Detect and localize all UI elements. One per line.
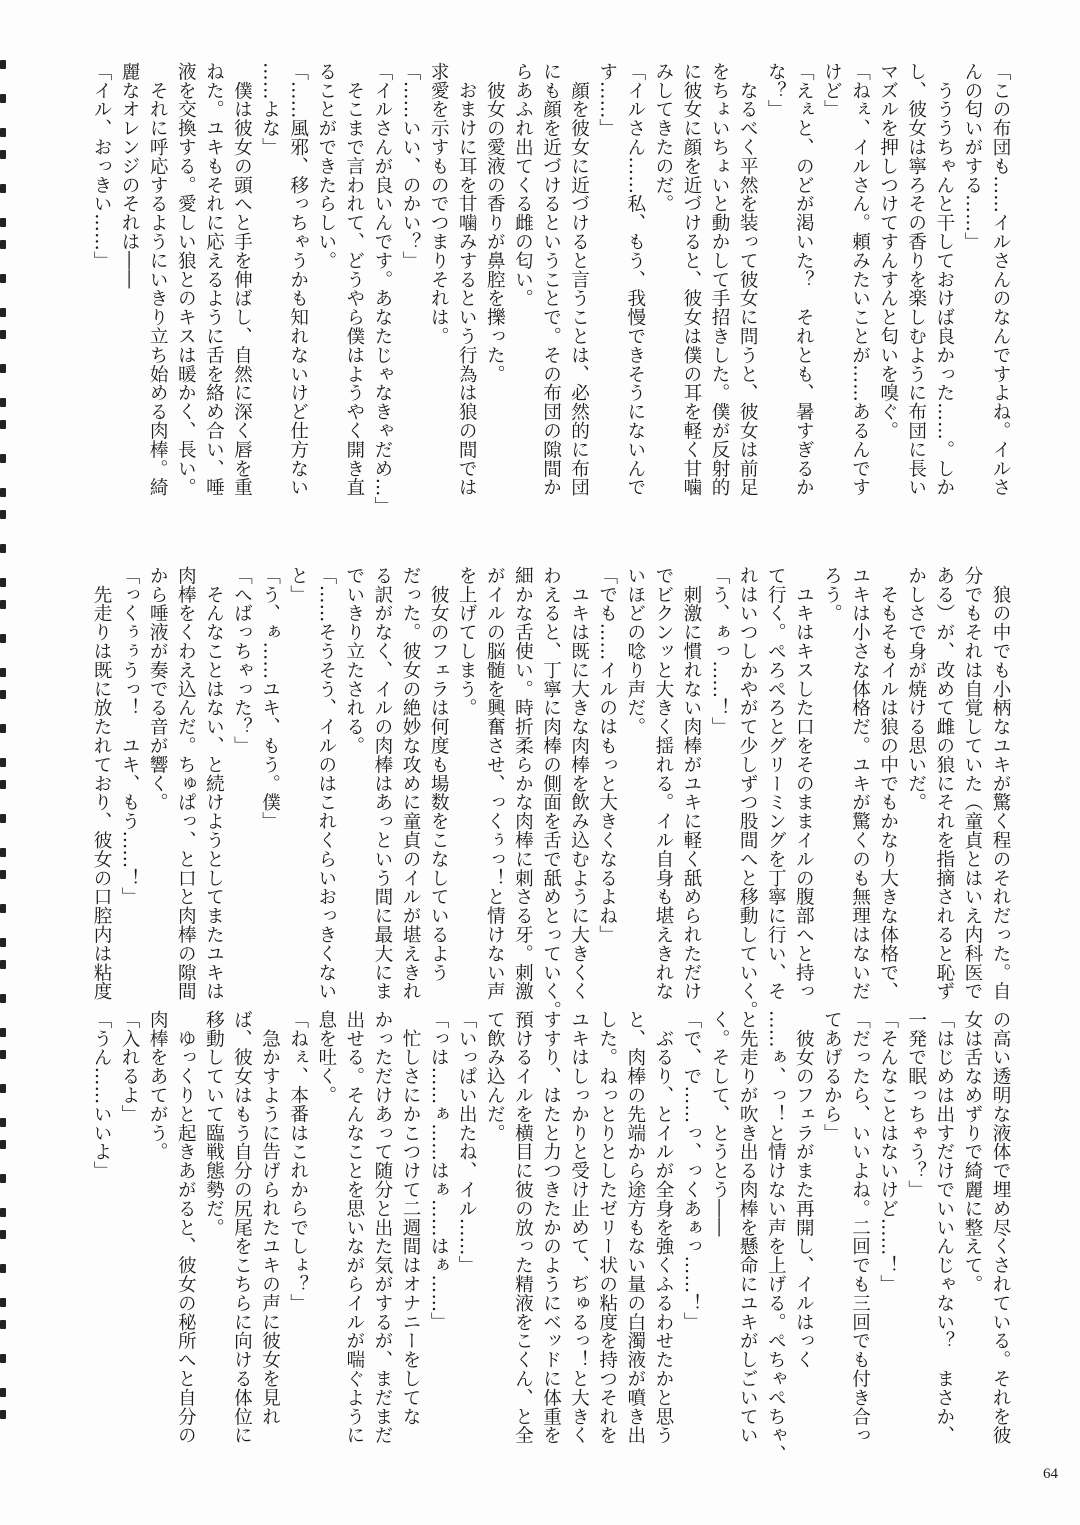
text-column: がイルの脳髄を興奮させ、っくぅっ！と情けない声 bbox=[484, 566, 506, 1001]
text-column: す……」 bbox=[596, 62, 618, 138]
text-column: し、彼女は寧ろその香りを楽しむように布団に長い bbox=[905, 62, 927, 497]
text-column: ……よな」 bbox=[259, 62, 281, 157]
text-column: 移動していて臨戦態勢だ。 bbox=[203, 1010, 225, 1237]
text-column: 「いっぱい出たね、イル……」 bbox=[456, 1010, 478, 1275]
text-column: 分でもそれは自覚していた（童貞とはいえ内科医で bbox=[961, 566, 983, 1001]
text-column: ユキはキスした口をそのままイルの腹部へと持っ bbox=[793, 566, 815, 1001]
text-column: 預けるイルを横目に彼の放った精液をこくん、と全 bbox=[512, 1010, 534, 1445]
text-column: 顔を彼女に近づけると言うことは、必然的に布団 bbox=[568, 62, 590, 497]
text-column: と先走りが吹き出る肉棒を懸命にユキがしごいてい bbox=[737, 1010, 759, 1445]
text-column: マズルを押しつけてすんすんと匂いを嗅ぐ。 bbox=[877, 62, 899, 440]
text-column: ……ぁ、っ！と情けない声を上げる。ぺちゃぺちゃ、 bbox=[765, 1010, 787, 1464]
binding-mark bbox=[0, 780, 6, 789]
text-column: 「イルさんが良いんです。あなたじゃなきゃだめ…」 bbox=[371, 62, 393, 516]
binding-mark bbox=[0, 758, 6, 767]
binding-mark bbox=[0, 1028, 6, 1037]
text-column: だった。彼女の絶妙な攻めに童貞のイルが堪えきれ bbox=[400, 566, 422, 1001]
binding-mark bbox=[0, 994, 6, 1003]
text-column: 「う、ぁっ……！」 bbox=[709, 566, 731, 737]
text-column: から唾液が奏でる音が響く。 bbox=[147, 566, 169, 812]
text-column: 「ねぇ、本番はこれからでしょ？」 bbox=[287, 1010, 309, 1313]
binding-mark bbox=[0, 690, 6, 699]
text-column: 一発で眠っちゃう？」 bbox=[905, 1010, 927, 1199]
text-column: 求愛を示すものでつまりそれは。 bbox=[428, 62, 450, 346]
text-column: かっただけあって随分と出た気がするが、まだまだ bbox=[371, 1010, 393, 1445]
text-column: ある）が、改めて雌の狼にそれを指摘されると恥ず bbox=[933, 566, 955, 1001]
text-column: 「この布団も……イルさんのなんですよね。イルさ bbox=[990, 62, 1011, 497]
binding-mark bbox=[0, 184, 6, 193]
binding-mark bbox=[0, 1084, 6, 1093]
text-block-middle bbox=[87, 566, 1014, 1020]
binding-mark bbox=[0, 60, 6, 69]
text-column: でビクンッと大きく揺れる。イル自身も堪えきれな bbox=[652, 566, 674, 1001]
text-column: て飲み込んだ。 bbox=[484, 1010, 506, 1143]
binding-mark bbox=[0, 1320, 6, 1329]
text-column: る訳がなく、イルの肉棒はあっという間に最大にま bbox=[371, 566, 393, 1001]
text-column: わえると、丁寧に肉棒の側面を舌で舐めとっていく。 bbox=[540, 566, 562, 1020]
text-column: ユキはしっかりと受け止めて、ぢゅるっ！と大きく bbox=[568, 1010, 590, 1445]
text-column: すすり、はたと力つきたかのようにベッドに体重を bbox=[540, 1010, 562, 1445]
text-column: ぶるり、とイルが全身を強くふるわせたかと思う bbox=[652, 1010, 674, 1445]
text-column: なるべく平然を装って彼女に問うと、彼女は前足 bbox=[737, 62, 759, 497]
text-column: 「うん……いいよ」 bbox=[91, 1010, 112, 1181]
binding-mark bbox=[0, 1140, 6, 1149]
binding-mark bbox=[0, 938, 6, 947]
binding-mark bbox=[0, 1230, 6, 1239]
text-column: 肉棒をくわえ込んだ。ちゅぱっ、と口と肉棒の隙間 bbox=[175, 566, 197, 1001]
text-column: 「う、ぁ……ユキ、もう。僕」 bbox=[259, 566, 281, 831]
binding-mark bbox=[0, 128, 6, 137]
text-column: みしてきたのだ。 bbox=[652, 62, 674, 214]
binding-mark bbox=[0, 960, 6, 969]
binding-mark bbox=[0, 1388, 6, 1397]
text-column: てあげるから」 bbox=[821, 1010, 843, 1143]
text-column: にも顔を近づけるということで。その布団の隙間か bbox=[540, 62, 562, 497]
text-column: 出せる。そんなことを思いながらイルが喘ぐように bbox=[343, 1010, 365, 1445]
binding-mark bbox=[0, 1174, 6, 1183]
binding-mark bbox=[0, 634, 6, 643]
text-column: に彼女に顔を近づけると、彼女は僕の耳を軽く甘噛 bbox=[680, 62, 702, 497]
text-column: 「イル、おっきい……」 bbox=[91, 62, 112, 270]
binding-mark bbox=[0, 724, 6, 733]
text-column: 忙しさにかこつけて二週間はオナニーをしてな bbox=[400, 1010, 422, 1426]
text-column: 細かな舌使い。時折柔らかな肉棒に刺さる牙。刺激 bbox=[512, 566, 534, 1001]
text-block-bottom bbox=[87, 1010, 1014, 1464]
text-column: いほどの唸り声だ。 bbox=[624, 566, 646, 737]
text-column: ゆっくりと起きあがると、彼女の秘所へと自分の bbox=[175, 1010, 197, 1445]
text-column: 息を吐く。 bbox=[315, 1010, 337, 1105]
binding-mark bbox=[0, 330, 6, 339]
binding-mark bbox=[0, 454, 6, 463]
text-column: 「で、で……っ、っくあぁっ……！」 bbox=[680, 1010, 702, 1332]
text-column: 刺激に慣れない肉棒がユキに軽く舐められただけ bbox=[680, 566, 702, 1001]
text-column: 「でも……イルのはもっと大きくなるよね」 bbox=[596, 566, 618, 944]
text-column: 「そんなことはないけど……！」 bbox=[877, 1010, 899, 1294]
binding-mark bbox=[0, 544, 6, 553]
binding-mark bbox=[0, 578, 6, 587]
binding-mark bbox=[0, 1298, 6, 1307]
text-column: 「だったら、いいよね。二回でも三回でも付き合っ bbox=[849, 1010, 871, 1445]
binding-mark bbox=[0, 814, 6, 823]
text-column: らあふれ出てくる雌の匂い。 bbox=[512, 62, 534, 308]
text-column: をちょいちょいと動かして手招きした。僕が反射的 bbox=[709, 62, 731, 497]
binding-mark bbox=[0, 904, 6, 913]
text-column: んの匂いがする……」 bbox=[961, 62, 983, 251]
text-column: れはいつしかやがて少しずつ股間へと移動していく。 bbox=[737, 566, 759, 1020]
binding-mark bbox=[0, 1050, 6, 1059]
binding-mark bbox=[0, 398, 6, 407]
text-column: 彼女の愛液の香りが鼻腔を擽った。 bbox=[484, 62, 506, 384]
text-column: 「へばっちゃった？」 bbox=[231, 566, 253, 755]
text-column: な？」 bbox=[765, 62, 787, 119]
text-column: 僕は彼女の頭へと手を伸ばし、自然に深く唇を重 bbox=[231, 62, 253, 497]
binding-mark bbox=[0, 1410, 6, 1419]
text-column: けど」 bbox=[821, 62, 843, 119]
text-column: 肉棒をあてがう。 bbox=[147, 1010, 169, 1162]
text-column: 「入れるよ」 bbox=[119, 1010, 141, 1124]
binding-mark bbox=[0, 420, 6, 429]
text-column: 彼女のフェラは何度も場数をこなしているよう bbox=[428, 566, 450, 982]
text-column: 「……風邪、移っちゃうかも知れないけど仕方ない bbox=[287, 62, 309, 497]
binding-mark bbox=[0, 150, 6, 159]
text-column: 液を交換する。愛しい狼とのキスは暖かく、長い。 bbox=[175, 62, 197, 497]
binding-mark bbox=[0, 488, 6, 497]
text-column: 「イルさん……私、もう、我慢できそうにないんで bbox=[624, 62, 646, 497]
text-column: ユキは既に大きな肉棒を飲み込むように大きくく bbox=[568, 566, 590, 1001]
binding-mark bbox=[0, 308, 6, 317]
text-column: 「はじめは出すだけでいいんじゃない？ まさか、 bbox=[933, 1010, 955, 1445]
text-column: ば、彼女はもう自分の尻尾をこちらに向ける体位に bbox=[231, 1010, 253, 1445]
text-column: を上げてしまう。 bbox=[456, 566, 478, 718]
text-column: て行く。ぺろぺろとグリーミングを丁寧に行い、そ bbox=[765, 566, 787, 1001]
text-column: と、肉棒の先端から途方もない量の白濁液が噴き出 bbox=[624, 1010, 646, 1445]
scan-binding-marks bbox=[0, 60, 8, 1440]
binding-mark bbox=[0, 668, 6, 677]
binding-mark bbox=[0, 848, 6, 857]
binding-mark bbox=[0, 1118, 6, 1127]
text-column: うううちゃんと干しておけば良かった……。しか bbox=[933, 62, 955, 497]
text-column: そこまで言われて、どうやら僕はようやく開き直 bbox=[343, 62, 365, 497]
text-column: おまけに耳を甘噛みするという行為は狼の間では bbox=[456, 62, 478, 497]
binding-mark bbox=[0, 870, 6, 879]
text-column: した。ねっとりとしたゼリー状の粘度を持つそれを bbox=[596, 1010, 618, 1445]
text-column: それに呼応するようにいきり立ち始める肉棒。綺 bbox=[147, 62, 169, 497]
text-column: 「……そうそう、イルのはこれくらいおっきくない bbox=[315, 566, 337, 1001]
binding-mark bbox=[0, 94, 6, 103]
binding-mark bbox=[0, 364, 6, 373]
binding-mark bbox=[0, 218, 6, 227]
binding-mark bbox=[0, 1264, 6, 1273]
text-column: 「っは……ぁ……はぁ……はぁ……」 bbox=[428, 1010, 450, 1332]
text-column: ることができたらしい。 bbox=[315, 62, 337, 270]
text-column: 先走りは既に放たれており、彼女の口腔内は粘度 bbox=[91, 566, 112, 1001]
text-block-top bbox=[87, 62, 1014, 516]
text-column: と」 bbox=[287, 566, 309, 604]
text-column: 「っくぅぅうっ！ ユキ、もう……！」 bbox=[119, 566, 141, 907]
text-column: そんなことはない、と続けようとしてまたユキは bbox=[203, 566, 225, 1001]
page-number: 64 bbox=[1043, 1466, 1058, 1482]
binding-mark bbox=[0, 600, 6, 609]
text-column: ユキは小さな体格だ。ユキが驚くのも無理はないだ bbox=[849, 566, 871, 1001]
binding-mark bbox=[0, 510, 6, 519]
text-column: 急かすように告げられたユキの声に彼女を見れ bbox=[259, 1010, 281, 1426]
text-column: の高い透明な液体で埋め尽くされている。それを彼 bbox=[990, 1010, 1011, 1445]
text-column: 「ねぇ、イルさん。頼みたいことが……あるんです bbox=[849, 62, 871, 497]
text-column: ねた。ユキもそれに応えるように舌を絡め合い、唾 bbox=[203, 62, 225, 497]
text-column: 女は舌なめずりで綺麗に整えて。 bbox=[961, 1010, 983, 1294]
binding-mark bbox=[0, 1354, 6, 1363]
text-column: 「……いい、のかい？」 bbox=[400, 62, 422, 270]
text-column: 彼女のフェラがまた再開し、イルはっく bbox=[793, 1010, 815, 1370]
binding-mark bbox=[0, 274, 6, 283]
text-column: ろう。 bbox=[821, 566, 843, 623]
text-column: 麗なオレンジのそれは―― bbox=[119, 62, 141, 289]
text-column: 狼の中でも小柄なユキが驚く程のそれだった。自 bbox=[990, 566, 1011, 1001]
text-column: 「えぇと、のどが渇いた？ それとも、暑すぎるか bbox=[793, 62, 815, 497]
text-column: く。そして、とうとう―― bbox=[709, 1010, 731, 1237]
text-column: かしさで身が焼ける思いだ。 bbox=[905, 566, 927, 812]
binding-mark bbox=[0, 240, 6, 249]
text-column: そもそもイルは狼の中でもかなり大きな体格で、 bbox=[877, 566, 899, 1001]
text-column: でいきり立たされる。 bbox=[343, 566, 365, 755]
binding-mark bbox=[0, 1208, 6, 1217]
